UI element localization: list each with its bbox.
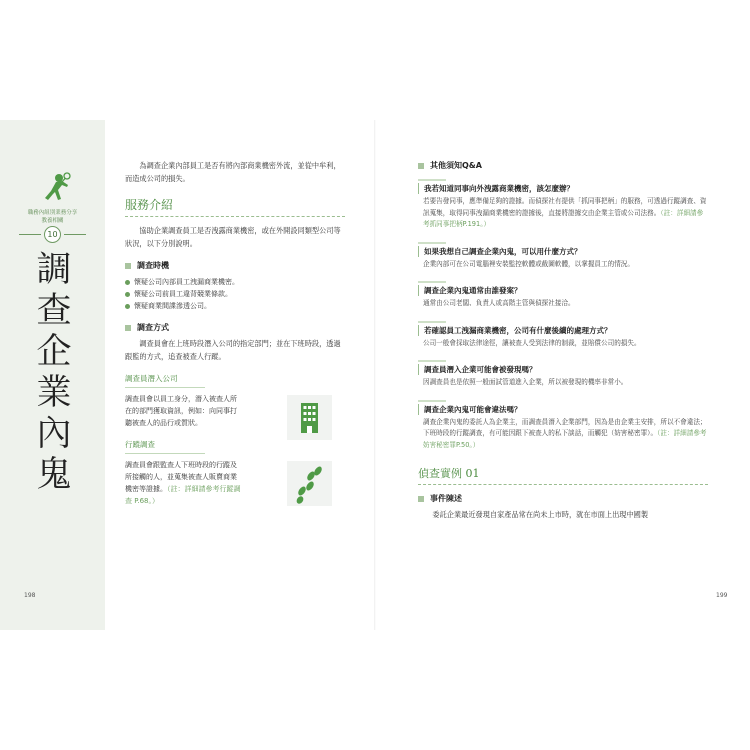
square-bullet-icon bbox=[418, 163, 424, 169]
timing-title: 調查時機 bbox=[137, 261, 169, 270]
chapter-title-vertical bbox=[34, 250, 74, 496]
qa-answer bbox=[418, 417, 708, 452]
title-char: 內 bbox=[36, 414, 72, 454]
divider bbox=[418, 242, 446, 244]
text-line: 在的部門獲取資訊，例如：向同事打 bbox=[125, 407, 237, 415]
qa-answer bbox=[418, 196, 708, 231]
qa-item bbox=[418, 179, 708, 231]
method2-text bbox=[125, 459, 275, 507]
reference-note: （註：詳細請參考妨害秘密罪P.50。） bbox=[423, 429, 707, 449]
list-item-text: 懷疑公司前員工違背競業條款。 bbox=[134, 290, 232, 298]
event-body: 委託企業最近發現自家產品常在尚未上市時，就在市面上出現中國製 bbox=[432, 510, 649, 519]
list-item bbox=[125, 300, 345, 312]
method1-block bbox=[125, 393, 345, 429]
text-line: 聽被查人的品行或質狀。 bbox=[125, 419, 202, 427]
right-column bbox=[418, 160, 708, 522]
method-heading bbox=[125, 322, 345, 333]
series-label: 職務內組別業務分享 bbox=[27, 210, 78, 216]
qa-answer: 因調查員也是依照一般面試管道進入企業，所以被發現的機率非常小。 bbox=[423, 378, 628, 386]
qa-question: 調查企業內鬼可能會違法嗎？ bbox=[418, 404, 708, 415]
series-sublabel: 教養相關 bbox=[41, 218, 64, 224]
qa-question: 我若知道同事向外洩露商業機密，該怎麼辦？ bbox=[418, 183, 708, 194]
reference-note: 查 P.68。） bbox=[125, 497, 159, 505]
qa-question: 如果我想自己調查企業內鬼，可以用什麼方式？ bbox=[418, 246, 708, 257]
building-icon bbox=[287, 395, 332, 440]
divider bbox=[125, 216, 345, 217]
qa-item bbox=[418, 321, 708, 350]
text-line bbox=[125, 483, 275, 495]
method1-title: 調查員潛入公司 bbox=[125, 374, 178, 383]
divider bbox=[19, 234, 41, 235]
text-line-text: 機密等證據。 bbox=[125, 485, 167, 493]
qa-answer: 企業內部可在公司電腦裡安裝監控軟體或截圖軟體，以掌握員工的情況。 bbox=[423, 259, 634, 268]
divider bbox=[418, 281, 446, 283]
divider bbox=[125, 453, 205, 454]
title-char: 查 bbox=[36, 291, 72, 331]
qa-item bbox=[418, 281, 708, 310]
chapter-side-panel bbox=[0, 120, 105, 630]
bullet-dot-icon bbox=[125, 304, 130, 309]
square-bullet-icon bbox=[125, 263, 131, 269]
method-title: 調查方式 bbox=[137, 323, 169, 332]
title-char: 鬼 bbox=[36, 455, 72, 495]
timing-heading bbox=[125, 260, 345, 271]
text-line: 調查員會以員工身分，潛入被查人所 bbox=[125, 395, 237, 403]
intro-paragraph: 為調查企業內部員工是否有將內部商業機密外流，並從中牟利，而造成公司的損失。 bbox=[125, 161, 341, 183]
timing-list bbox=[125, 276, 345, 312]
qa-item bbox=[418, 400, 708, 452]
detective-mascot-icon bbox=[38, 170, 72, 204]
qa-question: 調查員潛入企業可能會被發現嗎？ bbox=[418, 364, 708, 375]
page-number-left: 198 bbox=[24, 592, 36, 599]
bullet-dot-icon bbox=[125, 292, 130, 297]
qa-question: 若確認員工洩漏商業機密，公司有什麼後續的處理方式？ bbox=[418, 325, 708, 336]
title-char: 業 bbox=[36, 373, 72, 413]
square-bullet-icon bbox=[418, 496, 424, 502]
qa-title: 其他須知Q&A bbox=[430, 161, 482, 170]
qa-question: 調查企業內鬼通常由誰發案？ bbox=[418, 285, 708, 296]
footprints-icon bbox=[287, 461, 332, 506]
title-char: 企 bbox=[36, 332, 72, 372]
page-fold bbox=[374, 120, 376, 630]
text-line: 調查員會跟監查人下班時段的行蹤及 bbox=[125, 461, 237, 469]
qa-heading bbox=[418, 160, 708, 171]
event-title: 事件陳述 bbox=[430, 494, 462, 503]
qa-answer: 公司一般會採取法律途徑，讓被查人受到法律的制裁，並賠償公司的損失。 bbox=[423, 338, 641, 347]
book-spread bbox=[0, 120, 750, 630]
qa-item bbox=[418, 360, 708, 389]
list-item-text: 懷疑公司內部員工洩漏商業機密。 bbox=[134, 278, 239, 286]
list-item-text: 懷疑商業間諜滲透公司。 bbox=[134, 302, 211, 310]
divider bbox=[418, 360, 446, 362]
qa-answer-text: 若要告發同事，應準備足夠的證據。而偵探社有提供「抓同事把柄」的服務，可透過行蹤調查、資訊蒐集，取得同事洩漏商業機密的證據後，直接將證據交由企業主管或公司法務。 bbox=[423, 197, 707, 217]
method-body: 調查員會在上班時段潛入公司的指定部門；並在下班時段，透過跟監的方式，追查被查人行蹤。 bbox=[125, 339, 341, 361]
divider bbox=[418, 400, 446, 402]
section-title: 服務介紹 bbox=[125, 198, 174, 212]
event-heading bbox=[418, 493, 708, 504]
list-item bbox=[125, 276, 345, 288]
page-number-right: 199 bbox=[716, 592, 728, 599]
square-bullet-icon bbox=[125, 325, 131, 331]
chapter-number: 10 bbox=[44, 226, 61, 243]
divider bbox=[125, 387, 205, 388]
qa-answer-text: 調查企業內鬼的委託人為企業主，而調查員潛入企業部門，因為是由企業主安排，所以不會違法；下班時段的行蹤調查，有可能因跟下被查人的私下談話，而觸犯（妨害秘密罪）。 bbox=[423, 417, 707, 437]
divider bbox=[418, 321, 446, 323]
divider bbox=[64, 234, 86, 235]
method2-title: 行蹤調查 bbox=[125, 440, 155, 449]
divider bbox=[418, 179, 446, 181]
case-title: 偵查實例 01 bbox=[418, 467, 480, 480]
reference-note: （註：詳細請參考抓同事把柄P.191。） bbox=[423, 208, 704, 228]
text-line: 所接觸的人，並蒐集被查人販賣商業 bbox=[125, 473, 237, 481]
method1-text bbox=[125, 393, 275, 429]
qa-item bbox=[418, 242, 708, 271]
title-char: 調 bbox=[36, 250, 72, 290]
bullet-dot-icon bbox=[125, 280, 130, 285]
divider bbox=[418, 484, 708, 485]
section-body: 協助企業調查員工是否洩露商業機密，或在外開設同類型公司等狀況，以下分別說明。 bbox=[125, 226, 341, 248]
qa-answer: 通常由公司老闆、負責人或高階主管與偵探社接洽。 bbox=[423, 299, 575, 307]
chapter-number-badge bbox=[0, 226, 105, 243]
reference-note: （註：詳細請參考行蹤調 bbox=[167, 485, 241, 493]
left-column bbox=[125, 160, 345, 507]
method2-block bbox=[125, 459, 345, 507]
list-item bbox=[125, 288, 345, 300]
